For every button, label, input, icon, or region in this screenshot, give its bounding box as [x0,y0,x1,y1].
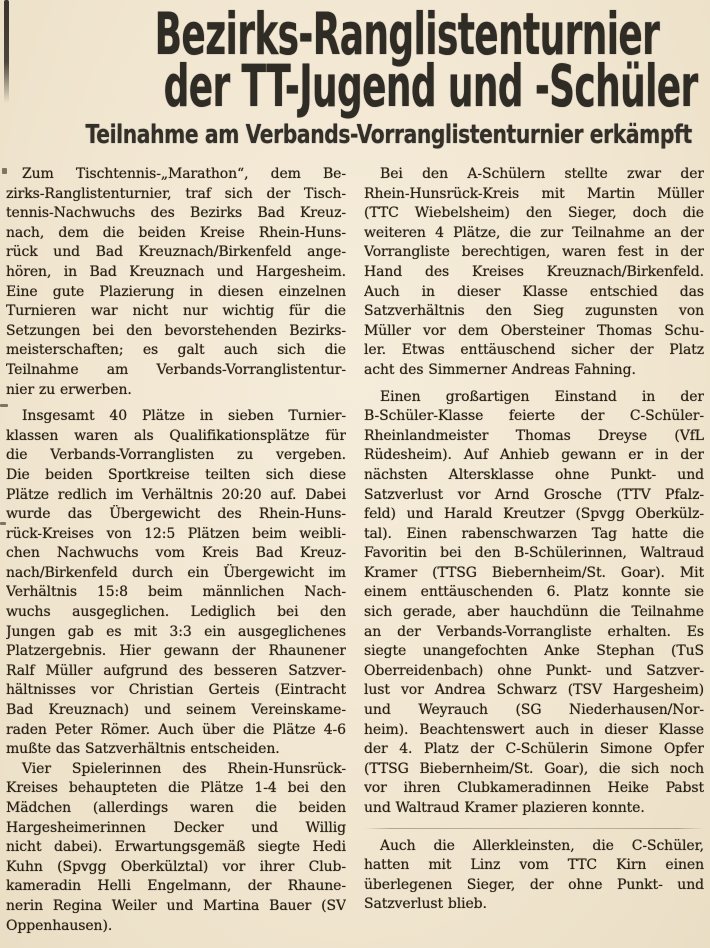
faint-rule [364,828,704,829]
text-line: Mädchen (allerdings waren die beiden [6,800,346,816]
text-line: rück-Kreises von 12:5 Plätzen beim weibli- [6,525,346,542]
subheadline [0,122,710,148]
paragraph [6,165,346,400]
headline-line-2: der TT-Jugend und -Schüler [163,52,698,120]
text-line: Favoritin bei den B-Schülerinnen, Waltraud [364,545,704,562]
text-line: raden Peter Römer. Auch über die Plätze 4-6 [6,721,346,738]
left-column [6,165,346,936]
headline-line-1: Bezirks-Ranglistenturnier [154,0,660,68]
text-line: ler. Etwas enttäuschend sicher der Platz [364,342,704,359]
text-line: meisterschaften; es galt auch sich die [6,342,346,359]
text-line: hatten mit Linz vom TTC Kirn einen [364,857,704,874]
text-line: hören, in Bad Kreuznach und Hargesheim. [6,263,346,280]
text-line: heim). Beachtenswert auch in dieser Klasse [364,721,704,738]
text-line: Oberreidenbach) ohne Punkt- und Satzver- [364,662,704,679]
text-line: vor ihren Clubkameradinnen Heike Pabst [364,780,704,797]
text-line: Setzungen bei den bevorstehenden Bezirks- [6,322,346,339]
text-line: und Waltraud Kramer plazieren konnte. [364,800,645,816]
text-line: nier zu erwerben. [6,381,132,398]
text-line: chen Nachwuchs vom Kreis Bad Kreuz- [6,545,346,562]
scan-artifact-bar [4,0,9,103]
text-line: einem enttäuschenden 6. Platz konnte sie [364,584,704,601]
text-line: Eine gute Plazierung in diesen einzelnen [6,283,346,300]
text-line: Einen großartigen Einstand in der [380,388,704,405]
text-line: Platzergebnis. Hier gewann der Rhaunener [6,643,346,660]
text-line: Jungen gab es mit 3:3 ein ausgeglichenes [6,623,346,640]
text-line: acht des Simmerner Andreas Fahning. [364,361,636,378]
text-line: Satzverlust vor Arnd Grosche (TTV Pfalz- [364,486,704,503]
text-line: Satzverhältnis den Sieg zugunsten von [364,303,704,320]
text-line: nächsten Altersklasse ohne Punkt- und [364,466,704,483]
text-line: und Weyrauch (SG Niederhausen/Nor- [364,702,704,719]
text-line: Kreises behaupteten die Plätze 1-4 bei den [6,780,346,797]
text-line: wuchs ausgeglichen. Lediglich bei den [6,604,346,621]
text-line: Ralf Müller aufgrund des besseren Satzver- [6,662,346,679]
text-line: mußte das Satzverhältnis entscheiden. [6,741,280,758]
text-line: Bei den A-Schülern stellte zwar der [380,166,704,182]
text-line: Zum Tischtennis-„Marathon“, dem Be- [22,166,346,182]
text-line: Rüdesheim). Auf Anhieb gewann er in der [364,447,704,464]
text-line: klassen waren als Qualifikationsplätze für [6,427,346,444]
right-column [364,165,704,936]
text-line: tal). Einen rabenschwarzen Tag hatte die [364,525,704,542]
text-line: Verhältnis 15:8 beim männlichen Nach- [6,584,346,601]
scan-artifact-speck [2,168,7,174]
text-line: hältnisses vor Christian Gerteis (Eintracht [6,682,346,699]
scan-artifact-speck [0,522,6,525]
text-line: Kuhn (Spvgg Oberkülztal) vor ihrer Club- [6,858,346,875]
text-line: nicht dabei). Erwartungsgemäß siegte Hedi [6,839,346,856]
paragraph [364,837,704,915]
text-line: Auch die Allerkleinsten, die C-Schüler, [380,837,704,854]
text-line: Teilnahme am Verbands-Vorranglistentur- [6,361,346,378]
text-line: an der Verbands-Vorrangliste erhalten. Es [364,623,704,640]
text-line: B-Schüler-Klasse feierte der C-Schüler- [364,408,704,425]
text-line: Insgesamt 40 Plätze in sieben Turnier- [22,408,346,425]
text-line: (TTSG Biebernheim/St. Goar), die sich noch [364,760,704,777]
text-line: Die beiden Sportkreise teilten sich diese [6,466,346,483]
text-line: der 4. Platz der C-Schülerin Simone Opfer [364,741,704,758]
text-line: Auch in dieser Klasse entschied das [364,283,704,300]
text-line: überlegenen Sieger, der ohne Punkt- und [364,876,704,893]
text-line: feld) und Harald Kreutzer (Spvgg Oberkülz- [364,506,704,523]
text-line: nach, dem die beiden Kreise Rhein-Huns- [6,224,346,241]
headline [0,0,710,120]
text-line: tennis-Nachwuchs des Bezirks Bad Kreuz- [6,205,346,222]
text-line: Müller vor dem Obersteiner Thomas Schu- [364,322,704,339]
text-line: (TTC Wiebelsheim) den Sieger, doch die [364,205,704,222]
subheadline-text: Teilnahme am Verbands-Vorranglistenturnier erkämpft [85,120,692,150]
article-body [0,148,710,936]
paragraph [6,760,346,936]
text-line: Vier Spielerinnen des Rhein-Hunsrück- [22,760,346,777]
text-line: wurde das Übergewicht des Rhein-Huns- [6,506,346,523]
text-line: lust vor Andrea Schwarz (TSV Hargesheim) [364,682,704,699]
scan-artifact-speck [0,404,8,407]
text-line: Turnieren war nicht nur wichtig für die [6,303,346,320]
text-line: Vorrangliste berechtigen, waren fest in der [364,244,704,261]
text-line: Hand des Kreises Kreuznach/Birkenfeld. [364,263,704,280]
text-line: kameradin Helli Engelmann, der Rhaune- [6,878,346,895]
text-line: Oppenhausen). [6,917,113,934]
text-line: weiteren 4 Plätze, die zur Teilnahme an der [364,224,704,241]
text-line: nerin Regina Weiler und Martina Bauer (SV [6,897,346,914]
text-line: Rheinlandmeister Thomas Dreyse (VfL [364,427,704,444]
text-line: Plätze redlich im Verhältnis 20:20 auf. Dabei [6,486,346,503]
paragraph [6,407,346,760]
text-line: Satzverlust blieb. [364,896,487,913]
text-line: Hargesheimerinnen Decker und Willig [6,819,346,836]
text-line: Bad Kreuznach) und seinem Vereinskame- [6,702,346,719]
text-line: nach/Birkenfeld durch ein Übergewicht im [6,564,346,581]
text-line: siegte unangefochten Anke Stephan (TuS [364,643,704,660]
text-line: sich gerade, aber hauchdünn die Teilnahme [364,604,704,621]
paragraph [364,165,704,381]
paragraph [364,388,704,819]
text-line: zirks-Ranglistenturnier, traf sich der Tisch- [6,185,346,202]
text-line: Kramer (TTSG Biebernheim/St. Goar). Mit [364,564,704,581]
text-line: Rhein-Hunsrück-Kreis mit Martin Müller [364,185,704,202]
text-line: rück und Bad Kreuznach/Birkenfeld ange- [6,244,346,261]
text-line: die Verbands-Vorranglisten zu vergeben. [6,447,346,464]
